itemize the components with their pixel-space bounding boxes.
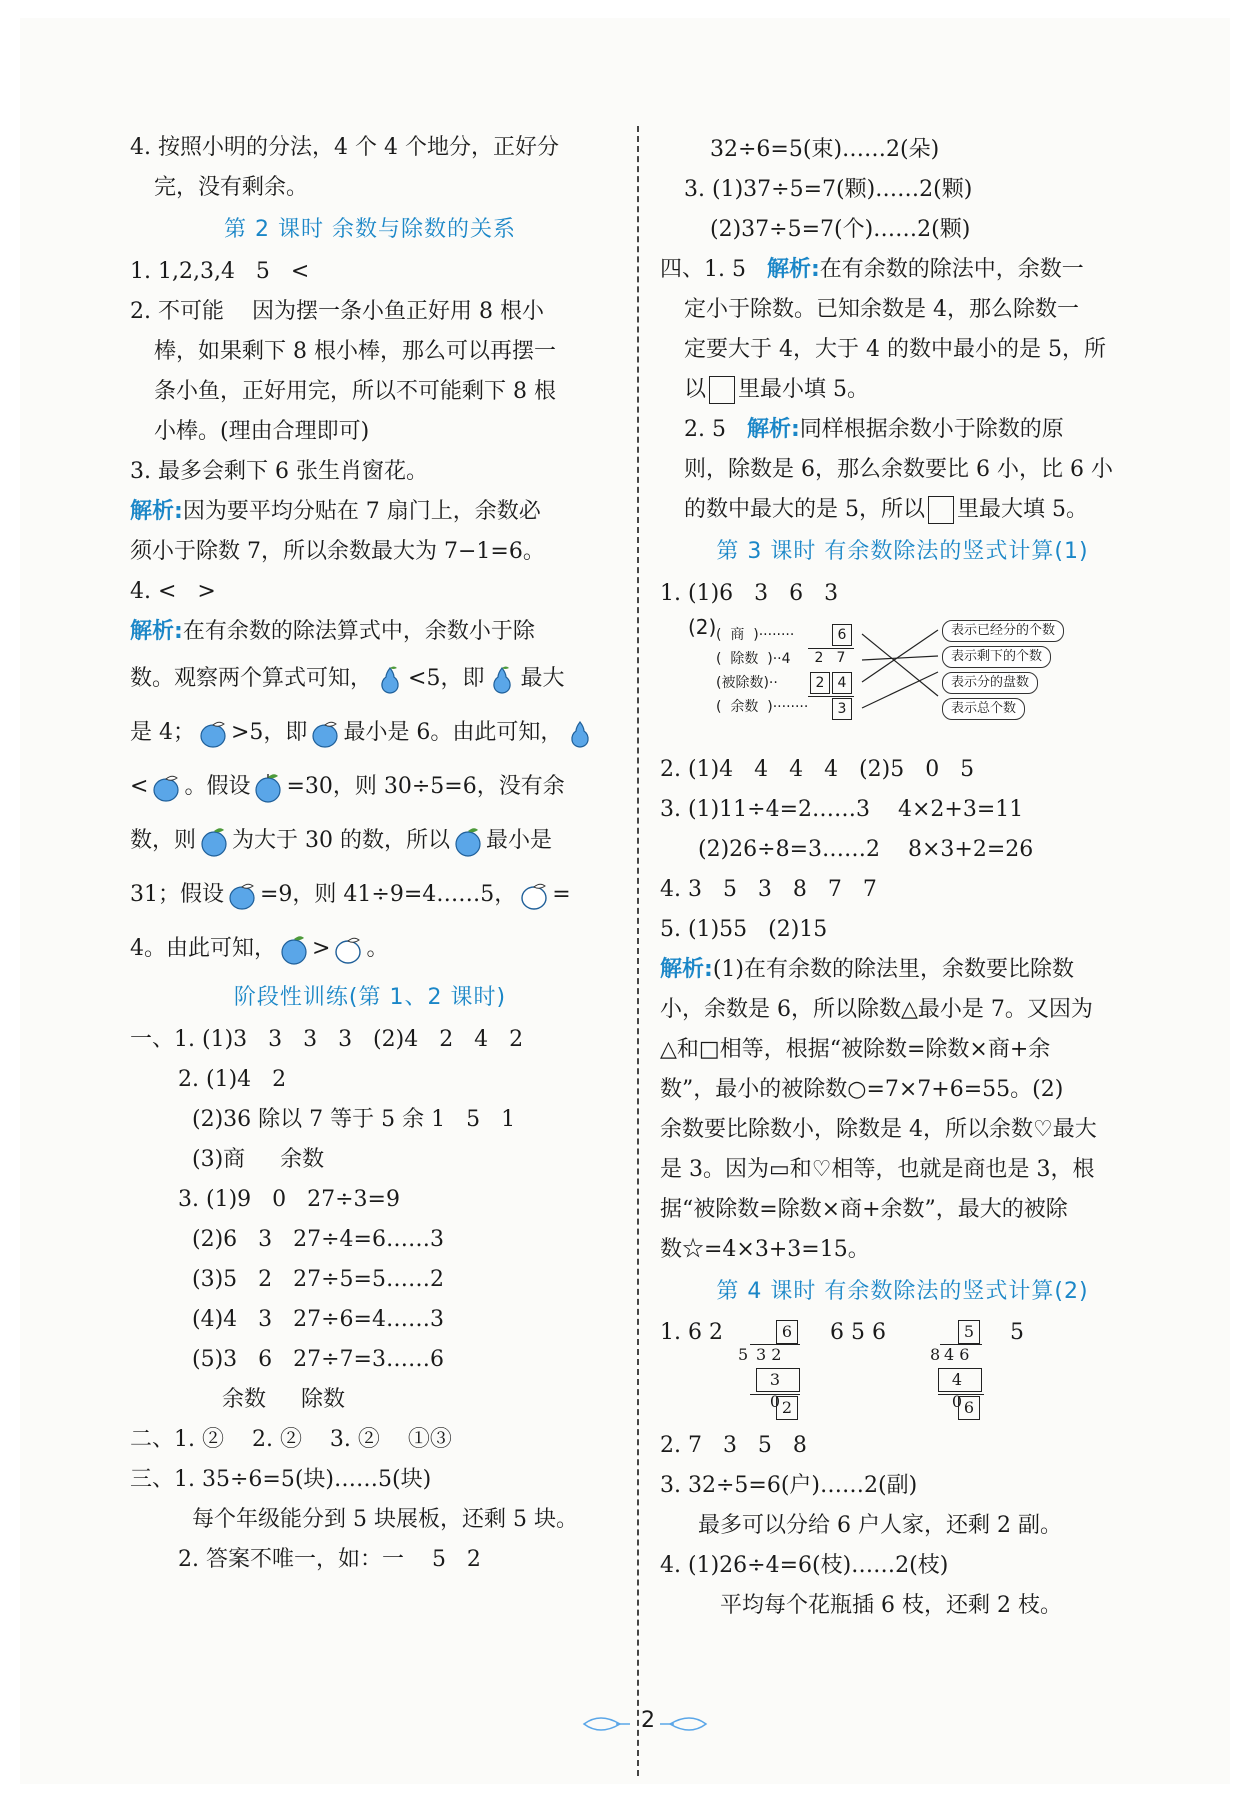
answer-line: 小棒。(理由合理即可) — [154, 419, 370, 444]
analysis-line: △和□相等，根据“被除数=除数×商+余 — [660, 1037, 1051, 1062]
answer-line: 余数 除数 — [222, 1387, 345, 1412]
answer-page — [20, 18, 1230, 1784]
remainder-cell: 6 — [958, 1396, 980, 1420]
analysis-line: 数。观察两个算式可知， <5，即 最大 — [130, 652, 610, 706]
answer-line: (3)商 余数 — [192, 1147, 325, 1172]
answer-line: (3)5 2 27÷5=5……2 — [192, 1267, 444, 1292]
answer-line: 1. 6 2 — [660, 1320, 723, 1345]
analysis-line: 是 3。因为▭和♡相等，也就是商也是 3，根 — [660, 1157, 1095, 1182]
answer-line: 2. (1)4 4 4 4 (2)5 0 5 — [660, 757, 975, 782]
answer-line: 3. 32÷5=6(户)……2(副) — [660, 1473, 918, 1498]
answer-line: (4)4 3 27÷6=4……3 — [192, 1307, 444, 1332]
analysis-line: 须小于除数 7，所以余数最大为 7−1=6。 — [130, 539, 545, 564]
answer-line: (5)3 6 27÷7=3……6 — [192, 1347, 444, 1372]
peach-icon — [226, 879, 258, 911]
section-title: 第 4 课时 有余数除法的竖式计算(2) — [716, 1279, 1089, 1304]
quotient-cell: 5 — [958, 1320, 980, 1344]
matching-lines — [860, 616, 940, 726]
analysis-line: < 。假设 =30，则 30÷5=6，没有余 — [130, 760, 610, 814]
answer-line: 1. (1)6 3 6 3 — [660, 581, 839, 606]
dividend-digits: 4 6 — [944, 1345, 970, 1364]
apple-icon — [252, 771, 284, 803]
product-cell: 2 — [810, 672, 830, 694]
answer-line: 完，没有剩余。 — [154, 175, 309, 200]
analysis-line: 则，除数是 6，那么余数要比 6 小，比 6 小 — [684, 457, 1113, 482]
answer-line: 二、1. ② 2. ② 3. ② ①③ — [130, 1427, 452, 1452]
answer-line: (2)26÷8=3……2 8×3+2=26 — [698, 837, 1034, 862]
subtract-line — [808, 696, 854, 697]
answer-line: 2. (1)4 2 — [178, 1067, 287, 1092]
right-column — [660, 130, 1145, 1626]
analysis-line: 解析:(1)在有余数的除法里，余数要比除数 — [660, 957, 1074, 982]
answer-line: 4. 3 5 3 8 7 7 — [660, 877, 877, 902]
pill-label: 表示已经分的个数 — [942, 620, 1064, 642]
answer-line: 4. (1)26÷4=6(枝)……2(枝) — [660, 1553, 949, 1578]
pear-icon — [564, 717, 596, 749]
peach-icon — [197, 717, 229, 749]
answer-line: 一、1. (1)3 3 3 3 (2)4 2 4 2 — [130, 1027, 524, 1052]
answer-line: 5 — [1010, 1320, 1024, 1345]
answer-line: 三、1. 35÷6=5(块)……5(块) — [130, 1467, 432, 1492]
answer-line: (2)37÷5=7(个)……2(颗) — [710, 217, 971, 242]
diagram-prefix: (2) — [688, 615, 717, 639]
answer-line: 平均每个花瓶插 6 枝，还剩 2 枝。 — [720, 1593, 1062, 1618]
column-divider — [637, 126, 639, 1776]
subtract-line — [750, 1394, 800, 1395]
analysis-label: 解析: — [130, 499, 183, 524]
analysis-line: 余数要比除数小，除数是 4，所以余数♡最大 — [660, 1117, 1097, 1142]
analysis-line: 定小于除数。已知余数是 4，那么除数一 — [684, 297, 1079, 322]
label-quotient: ( 商 )········ — [716, 627, 795, 643]
analysis-label: 解析: — [130, 619, 183, 644]
analysis-line: 数☆=4×3+3=15。 — [660, 1237, 870, 1262]
remainder-cell: 2 — [776, 1396, 798, 1420]
answer-line: 棒，如果剩下 8 根小棒，那么可以再摆一 — [154, 339, 556, 364]
analysis-label: 解析: — [766, 257, 820, 282]
section-title: 阶段性训练(第 1、2 课时) — [233, 985, 507, 1010]
label-divisor: ( 除数 )··4 — [716, 651, 791, 667]
answer-line: 3. 最多会剩下 6 张生肖窗花。 — [130, 459, 428, 484]
analysis-line: 的数中最大的是 5，所以 里最大填 5。 — [684, 497, 1088, 522]
pill-label: 表示总个数 — [942, 698, 1025, 720]
answer-line: 2. 5 解析:同样根据余数小于除数的原 — [684, 417, 1064, 442]
peach-icon — [309, 717, 341, 749]
dividend-digit: 7 — [836, 650, 846, 666]
answer-line: 条小鱼，正好用完，所以不可能剩下 8 根 — [154, 379, 556, 404]
analysis-line: 31；假设 =9，则 41÷9=4……5， = — [130, 868, 610, 922]
pill-label: 表示分的盘数 — [942, 672, 1038, 694]
dividend-digits: 3 2 — [756, 1345, 782, 1364]
quotient-cell: 6 — [776, 1320, 798, 1344]
analysis-label: 解析: — [660, 957, 713, 982]
label-dividend: (被除数)·· — [716, 675, 778, 691]
analysis-line: 是 4； >5，即 最小是 6。由此可知， — [130, 706, 610, 760]
remainder-cell: 3 — [832, 698, 852, 720]
peach-outline-icon — [518, 879, 550, 911]
answer-line: 2. 不可能 因为摆一条小鱼正好用 8 根小 — [130, 299, 544, 324]
pill-label: 表示剩下的个数 — [942, 646, 1051, 668]
answer-line: 3. (1)37÷5=7(颗)……2(颗) — [684, 177, 973, 202]
analysis-line: 4。由此可知， > 。 — [130, 922, 610, 976]
answer-line: (2)36 除以 7 等于 5 余 1 5 1 — [192, 1107, 516, 1132]
answer-line: 6 5 6 — [830, 1320, 886, 1345]
divisor-digit: 8 — [930, 1345, 941, 1364]
answer-line: 3. (1)9 0 27÷3=9 — [178, 1187, 400, 1212]
analysis-line: 解析:在有余数的除法算式中，余数小于除 — [130, 619, 535, 644]
answer-line: 3. (1)11÷4=2……3 4×2+3=11 — [660, 797, 1024, 822]
apple-icon — [278, 933, 310, 965]
dividend-digit: 2 — [814, 650, 824, 666]
apple-icon — [198, 825, 230, 857]
answer-line: 2. 7 3 5 8 — [660, 1433, 807, 1458]
pear-icon — [374, 663, 406, 695]
blank-box — [928, 496, 954, 524]
peach-icon — [150, 771, 182, 803]
answer-line: 2. 答案不唯一，如：一 5 2 — [178, 1547, 481, 1572]
answer-line: 4. < > — [130, 579, 216, 604]
label-remainder: ( 余数 )········ — [716, 699, 809, 715]
answer-line: (2)6 3 27÷4=6……3 — [192, 1227, 444, 1252]
division-parts-diagram — [660, 616, 1145, 748]
division-bar — [808, 648, 854, 649]
answer-line: 4. 按照小明的分法，4 个 4 个地分，正好分 — [130, 135, 559, 160]
quotient-cell: 6 — [832, 624, 852, 646]
left-column — [130, 128, 610, 1580]
blank-box — [709, 376, 735, 404]
answer-line: 每个年级能分到 5 块展板，还剩 5 块。 — [192, 1507, 578, 1532]
divisor-digit: 5 — [738, 1345, 749, 1364]
division-bar — [940, 1344, 982, 1345]
subtract-line — [938, 1394, 984, 1395]
product-cell: 3 0 — [756, 1368, 800, 1392]
analysis-line: 据“被除数=除数×商+余数”，最大的被除 — [660, 1197, 1068, 1222]
answer-line: 四、1. 5 解析:在有余数的除法中，余数一 — [660, 257, 1084, 282]
answer-line: 32÷6=5(束)……2(朵) — [710, 137, 940, 162]
product-cell: 4 — [832, 672, 852, 694]
analysis-line: 数，则 为大于 30 的数，所以 最小是 — [130, 814, 610, 868]
analysis-label: 解析: — [746, 417, 800, 442]
analysis-line: 定要大于 4，大于 4 的数中最小的是 5，所 — [684, 337, 1106, 362]
peach-outline-icon — [332, 933, 364, 965]
product-cell: 4 0 — [938, 1368, 982, 1392]
long-division-block — [660, 1314, 1145, 1426]
section-title: 第 2 课时 余数与除数的关系 — [224, 217, 516, 242]
analysis-line: 数”，最小的被除数○=7×7+6=55。(2) — [660, 1077, 1064, 1102]
apple-icon — [452, 825, 484, 857]
page-number: 2 — [641, 1708, 655, 1733]
analysis-line: 解析:因为要平均分贴在 7 扇门上，余数必 — [130, 499, 541, 524]
pear-icon — [486, 663, 518, 695]
analysis-line: 小，余数是 6，所以除数△最小是 7。又因为 — [660, 997, 1093, 1022]
answer-line: 5. (1)55 (2)15 — [660, 917, 828, 942]
analysis-line: 以 里最小填 5。 — [684, 377, 870, 402]
answer-line: 1. 1,2,3,4 5 < — [130, 259, 310, 284]
answer-line: 最多可以分给 6 户人家，还剩 2 副。 — [698, 1513, 1062, 1538]
division-bar — [750, 1344, 800, 1345]
section-title: 第 3 课时 有余数除法的竖式计算(1) — [716, 539, 1089, 564]
